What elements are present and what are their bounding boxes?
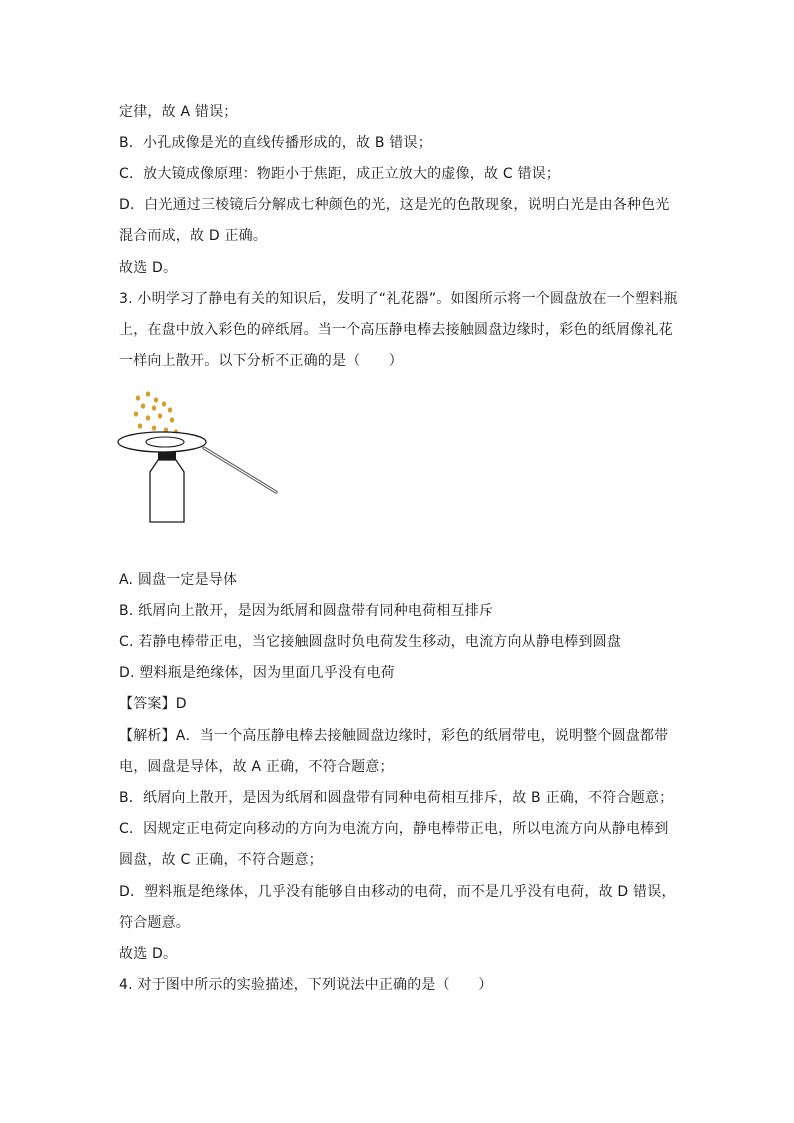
text-line: C．放大镜成像原理：物距小于焦距，成正立放大的虚像，故 C 错误； — [119, 166, 561, 182]
text-line: 定律，故 A 错误； — [119, 104, 238, 120]
static-fireworks-figure — [110, 388, 290, 528]
paper-scrap — [146, 415, 150, 420]
paper-scrap — [136, 395, 140, 400]
paper-scrap — [152, 425, 156, 430]
paper-scrap — [146, 391, 150, 396]
question-3-stem: 上，在盘中放入彩色的碎纸屑。当一个高压静电棒去接触圆盘边缘时，彩色的纸屑像礼花 — [119, 322, 673, 338]
text-line: 故选 D。 — [119, 260, 178, 276]
bottle-cap — [158, 452, 176, 460]
paper-scrap — [141, 403, 145, 408]
paper-scrap — [134, 411, 138, 416]
analysis-line: 圆盘，故 C 正确，不符合题意； — [119, 852, 323, 868]
paper-scrap — [170, 417, 174, 422]
paper-scrap — [138, 423, 142, 428]
paper-scrap — [162, 401, 166, 406]
answer: 【答案】D — [119, 696, 187, 712]
paper-scrap — [154, 397, 158, 402]
text-line: 混合而成，故 D 正确。 — [119, 228, 268, 244]
text-line: D．白光通过三棱镜后分解成七种颜色的光，这是光的色散现象，说明白光是由各种色光 — [119, 197, 670, 213]
option-a: A. 圆盘一定是导体 — [119, 572, 238, 588]
question-3-stem: 一样向上散开。以下分析不正确的是（ ） — [119, 353, 403, 369]
question-3-stem: 3. 小明学习了静电有关的知识后，发明了“礼花器”。如图所示将一个圆盘放在一个塑料瓶 — [119, 291, 678, 307]
analysis-line: D．塑料瓶是绝缘体，几乎没有能够自由移动的电荷，而不是几乎没有电荷，故 D 错误， — [119, 884, 676, 900]
paper-scrap — [168, 407, 172, 412]
analysis-line: C．因规定正电荷定向移动的方向为电流方向，静电棒带正电，所以电流方向从静电棒到 — [119, 821, 669, 837]
paper-scrap — [152, 405, 156, 410]
disk-outer — [118, 432, 206, 452]
text-line: B．小孔成像是光的直线传播形成的，故 B 错误； — [119, 135, 432, 151]
analysis-line: 符合题意。 — [119, 915, 190, 931]
analysis-line: B．纸屑向上散开，是因为纸屑和圆盘带有同种电荷相互排斥，故 B 正确，不符合题意； — [119, 790, 674, 806]
analysis-line: 故选 D。 — [119, 946, 178, 962]
option-c: C. 若静电棒带正电，当它接触圆盘时负电荷发生移动，电流方向从静电棒到圆盘 — [119, 634, 622, 650]
option-b: B. 纸屑向上散开，是因为纸屑和圆盘带有同种电荷相互排斥 — [119, 603, 494, 619]
plastic-bottle — [150, 460, 184, 522]
analysis-line: 电，圆盘是导体，故 A 正确，不符合题意； — [119, 759, 394, 775]
analysis-line: 【解析】A．当一个高压静电棒去接触圆盘边缘时，彩色的纸屑带电，说明整个圆盘都带 — [119, 728, 669, 744]
paper-scrap — [158, 413, 162, 418]
question-4-stem: 4. 对于图中所示的实验描述，下列说法中正确的是（ ） — [119, 977, 493, 993]
option-d: D. 塑料瓶是绝缘体，因为里面几乎没有电荷 — [119, 665, 395, 681]
